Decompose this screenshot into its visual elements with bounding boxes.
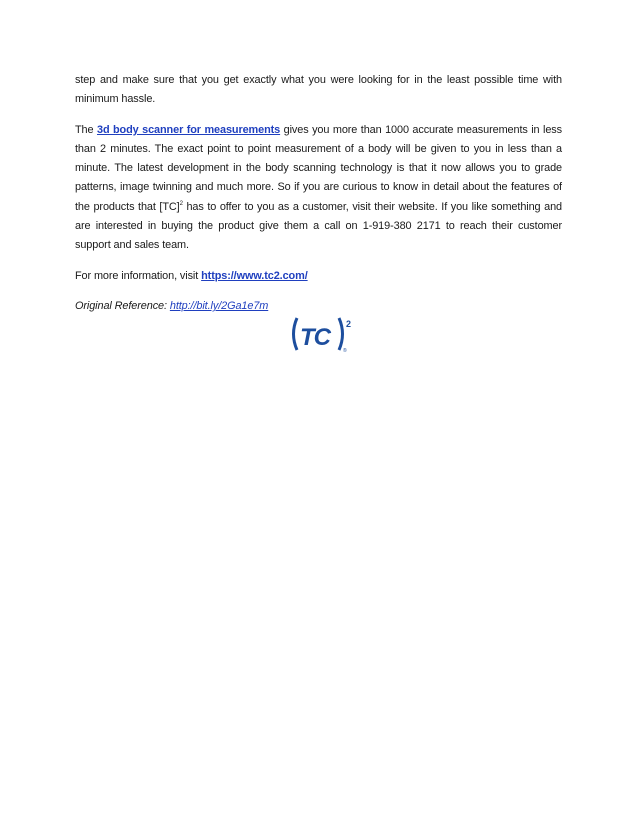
logo-registered-mark: ® xyxy=(343,348,347,354)
paragraph-scanner xyxy=(75,121,562,256)
paragraph-more-info xyxy=(75,267,562,286)
paragraph-scanner-pre: The xyxy=(75,123,97,136)
logo-superscript: 2 xyxy=(346,319,352,329)
paragraph-scanner-post: has to offer to you as a customer, visit their website. If you like something and are interested in buying the product give them a call on 1-919-380 2171 to reach their customer support and sales team. xyxy=(75,200,562,252)
reference-link[interactable]: http://bit.ly/2Ga1e7m xyxy=(169,299,269,312)
paragraph-scanner-mid: gives you more than 1000 accurate measurements in less than 2 minutes. The exact point to point measurement of a body will be given to you in less than a minute. The latest development in the body scanning technology is that it now allows you to grade patterns, image twinning and much more. So if you are curious to know in detail about the features of the products that [TC] xyxy=(75,123,562,213)
reference-label: Original Reference: xyxy=(75,299,170,312)
superscript-two: 2 xyxy=(179,200,183,207)
tc2-website-link[interactable]: https://www.tc2.com/ xyxy=(201,269,308,282)
logo-right-bracket xyxy=(339,318,343,350)
tc2-logo xyxy=(287,314,357,354)
more-info-label: For more information, visit xyxy=(75,269,202,282)
logo-text: TC xyxy=(300,324,330,351)
scanner-link[interactable]: 3d body scanner for measurements xyxy=(96,123,281,136)
document-body xyxy=(75,71,562,327)
paragraph-intro-text: step and make sure that you get exactly what you were looking for in the least possible time with minimum hassle. xyxy=(75,74,562,106)
logo-left-bracket xyxy=(294,318,298,350)
paragraph-intro xyxy=(75,71,562,110)
